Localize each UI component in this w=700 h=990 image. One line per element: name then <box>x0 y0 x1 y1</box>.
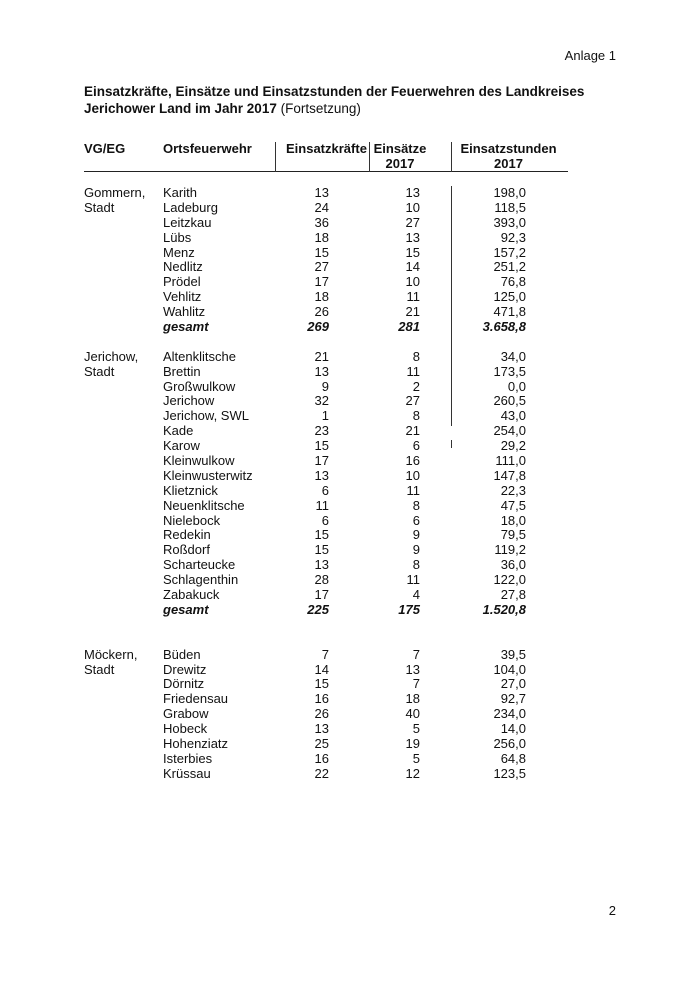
einsatzstunden-cell: 27,8 <box>500 587 526 603</box>
einsatzstunden-cell: 92,3 <box>500 229 526 245</box>
group-name: Stadt <box>84 661 115 677</box>
einsatzstunden-cell: 251,2 <box>493 259 526 275</box>
table-row <box>0 454 700 469</box>
table-row <box>0 528 700 543</box>
annex-label: Anlage 1 <box>564 48 616 63</box>
einsaetze-cell: 12 <box>405 765 420 781</box>
einsaetze-cell: 11 <box>406 363 420 379</box>
ortsfeuerwehr-cell: Prödel <box>163 274 201 290</box>
group-name: Jerichow, <box>84 348 139 364</box>
ortsfeuerwehr-cell: Büden <box>163 646 201 662</box>
ortsfeuerwehr-cell: Wahlitz <box>163 304 206 320</box>
ortsfeuerwehr-cell: Jerichow, SWL <box>163 408 249 424</box>
einsaetze-cell: 5 <box>412 750 420 766</box>
einsaetze-cell: 6 <box>412 512 420 528</box>
ortsfeuerwehr-cell: Altenklitsche <box>163 348 236 364</box>
einsaetze-cell: 9 <box>412 542 420 558</box>
ortsfeuerwehr-cell: Schlagenthin <box>163 572 239 588</box>
einsatzstunden-cell: 79,5 <box>500 527 526 543</box>
einsatzstunden-cell: 39,5 <box>500 646 526 662</box>
einsaetze-cell: 13 <box>405 661 420 677</box>
table-row <box>0 499 700 514</box>
table-row <box>0 305 700 320</box>
einsatzstunden-cell: 260,5 <box>493 393 526 409</box>
column-divider <box>275 142 276 172</box>
table-row <box>0 439 700 454</box>
total-einsatzkraefte: 269 <box>307 319 329 335</box>
einsaetze-cell: 6 <box>412 438 420 454</box>
einsaetze-cell: 11 <box>406 289 420 305</box>
einsatzstunden-cell: 92,7 <box>500 691 526 707</box>
einsaetze-cell: 8 <box>412 557 420 573</box>
einsatzkraefte-cell: 13 <box>314 185 329 200</box>
row-spacer <box>0 335 700 350</box>
table-row <box>0 365 700 380</box>
einsatzstunden-cell: 111,0 <box>495 453 526 469</box>
ortsfeuerwehr-cell: Dörnitz <box>163 676 205 692</box>
einsatzkraefte-cell: 15 <box>314 676 329 692</box>
header-vg: VG/EG <box>84 141 126 156</box>
einsatzkraefte-cell: 11 <box>315 497 329 513</box>
einsaetze-cell: 18 <box>405 691 420 707</box>
title-bold: Einsatzkräfte, Einsätze und Einsatzstunden der Feuerwehren des Landkreises Jerichower Land im Jahr 2017 <box>84 84 585 116</box>
ortsfeuerwehr-cell: Hobeck <box>163 721 208 737</box>
einsatzstunden-cell: 125,0 <box>493 289 526 305</box>
total-row <box>0 603 700 618</box>
einsatzkraefte-cell: 15 <box>314 527 329 543</box>
einsatzstunden-cell: 234,0 <box>493 706 526 722</box>
total-row <box>0 320 700 335</box>
table-row <box>0 692 700 707</box>
table-row <box>0 767 700 782</box>
einsaetze-cell: 2 <box>412 378 420 394</box>
table-row <box>0 752 700 767</box>
einsaetze-cell: 8 <box>412 348 420 364</box>
einsatzkraefte-cell: 17 <box>314 274 329 290</box>
einsatzkraefte-cell: 23 <box>314 423 329 439</box>
total-einsatzstunden: 3.658,8 <box>482 319 526 335</box>
header-einsatzstunden: Einsatzstunden 2017 <box>460 141 557 171</box>
ortsfeuerwehr-cell: Neuenklitsche <box>163 497 245 513</box>
einsatzkraefte-cell: 6 <box>321 482 329 498</box>
einsaetze-cell: 11 <box>406 482 420 498</box>
einsatzkraefte-cell: 22 <box>314 765 329 781</box>
einsatzkraefte-cell: 6 <box>321 512 329 528</box>
ortsfeuerwehr-cell: Friedensau <box>163 691 229 707</box>
column-divider <box>451 142 452 172</box>
einsaetze-cell: 4 <box>412 587 420 603</box>
einsatzstunden-cell: 34,0 <box>500 348 526 364</box>
einsatzkraefte-cell: 18 <box>314 289 329 305</box>
total-einsatzstunden: 1.520,8 <box>482 601 526 617</box>
table-row <box>0 573 700 588</box>
einsatzstunden-cell: 18,0 <box>500 512 526 528</box>
einsatzkraefte-cell: 15 <box>314 542 329 558</box>
einsatzkraefte-cell: 15 <box>314 244 329 260</box>
ortsfeuerwehr-cell: Roßdorf <box>163 542 210 558</box>
table-row <box>0 737 700 752</box>
einsaetze-cell: 14 <box>405 259 420 275</box>
table-row <box>0 648 700 663</box>
einsatzstunden-cell: 393,0 <box>493 214 526 230</box>
einsaetze-cell: 5 <box>412 721 420 737</box>
row-spacer <box>0 618 700 633</box>
einsatzkraefte-cell: 21 <box>314 348 329 364</box>
einsatzkraefte-cell: 13 <box>314 363 329 379</box>
ortsfeuerwehr-cell: Nielebock <box>163 512 221 528</box>
page-number: 2 <box>608 903 616 918</box>
einsatzstunden-cell: 123,5 <box>493 765 526 781</box>
einsatzstunden-cell: 119,2 <box>494 542 526 558</box>
header-ortsfeuerwehr: Ortsfeuerwehr <box>163 141 252 156</box>
einsatzkraefte-cell: 13 <box>314 467 329 483</box>
einsaetze-cell: 10 <box>405 467 420 483</box>
einsaetze-cell: 10 <box>405 199 420 215</box>
group-name: Möckern, <box>84 646 138 662</box>
header-einsaetze: Einsätze 2017 <box>373 141 427 171</box>
ortsfeuerwehr-cell: Zabakuck <box>163 587 220 603</box>
einsatzkraefte-cell: 26 <box>314 706 329 722</box>
einsatzkraefte-cell: 7 <box>321 646 329 662</box>
einsatzstunden-cell: 254,0 <box>493 423 526 439</box>
einsatzkraefte-cell: 24 <box>314 199 329 215</box>
einsaetze-cell: 40 <box>405 706 420 722</box>
einsatzkraefte-cell: 16 <box>314 750 329 766</box>
header-einsatzkraefte: Einsatzkräfte <box>286 141 367 156</box>
total-einsaetze: 175 <box>398 601 420 617</box>
ortsfeuerwehr-cell: Redekin <box>163 527 211 543</box>
ortsfeuerwehr-cell: Karow <box>163 438 200 454</box>
einsatzkraefte-cell: 17 <box>314 587 329 603</box>
table-row <box>0 201 700 216</box>
einsatzstunden-cell: 0,0 <box>507 378 526 394</box>
einsaetze-cell: 9 <box>412 527 420 543</box>
ortsfeuerwehr-cell: Jerichow <box>163 393 215 409</box>
table-row <box>0 543 700 558</box>
einsatzkraefte-cell: 36 <box>314 214 329 230</box>
einsatzkraefte-cell: 14 <box>314 661 329 677</box>
einsatzstunden-cell: 47,5 <box>500 497 526 513</box>
ortsfeuerwehr-cell: Grabow <box>163 706 209 722</box>
ortsfeuerwehr-cell: Leitzkau <box>163 214 212 230</box>
einsatzkraefte-cell: 16 <box>314 691 329 707</box>
einsatzkraefte-cell: 17 <box>314 453 329 469</box>
einsaetze-cell: 13 <box>405 229 420 245</box>
einsatzstunden-cell: 147,8 <box>493 467 526 483</box>
einsatzstunden-cell: 122,0 <box>493 572 526 588</box>
header-rule <box>84 171 568 172</box>
ortsfeuerwehr-cell: Ladeburg <box>163 199 218 215</box>
ortsfeuerwehr-cell: Großwulkow <box>163 378 236 394</box>
einsatzstunden-cell: 256,0 <box>493 735 526 751</box>
einsatzstunden-cell: 43,0 <box>500 408 526 424</box>
document-title <box>84 83 604 117</box>
group-name: Gommern, <box>84 185 146 200</box>
table-row <box>0 275 700 290</box>
einsaetze-cell: 21 <box>405 304 420 320</box>
ortsfeuerwehr-cell: Hohenziatz <box>163 735 229 751</box>
einsatzkraefte-cell: 27 <box>314 259 329 275</box>
table-row <box>0 484 700 499</box>
einsatzkraefte-cell: 26 <box>314 304 329 320</box>
group-name: Stadt <box>84 199 115 215</box>
ortsfeuerwehr-cell: Krüssau <box>163 765 211 781</box>
einsaetze-cell: 8 <box>412 497 420 513</box>
einsatzstunden-cell: 118,5 <box>494 199 526 215</box>
row-spacer <box>0 633 700 648</box>
ortsfeuerwehr-cell: Klietznick <box>163 482 218 498</box>
table-row <box>0 469 700 484</box>
einsatzstunden-cell: 22,3 <box>500 482 526 498</box>
ortsfeuerwehr-cell: Lübs <box>163 229 192 245</box>
ortsfeuerwehr-cell: Menz <box>163 244 195 260</box>
ortsfeuerwehr-cell: Karith <box>163 185 197 200</box>
einsaetze-cell: 27 <box>405 393 420 409</box>
ortsfeuerwehr-cell: Kade <box>163 423 194 439</box>
einsatzstunden-cell: 27,0 <box>500 676 526 692</box>
ortsfeuerwehr-cell: Nedlitz <box>163 259 203 275</box>
einsatzkraefte-cell: 25 <box>314 735 329 751</box>
table-row <box>0 424 700 439</box>
table-row <box>0 290 700 305</box>
ortsfeuerwehr-cell: Isterbies <box>163 750 213 766</box>
table-row <box>0 216 700 231</box>
data-table <box>0 186 700 782</box>
table-row <box>0 260 700 275</box>
einsatzstunden-cell: 471,8 <box>493 304 526 320</box>
ortsfeuerwehr-cell: Vehlitz <box>163 289 202 305</box>
einsaetze-cell: 7 <box>412 646 420 662</box>
ortsfeuerwehr-cell: Brettin <box>163 363 201 379</box>
total-label: gesamt <box>163 319 209 335</box>
einsatzstunden-cell: 14,0 <box>500 721 526 737</box>
einsaetze-cell: 13 <box>405 185 420 200</box>
table-row <box>0 409 700 424</box>
einsatzstunden-cell: 157,2 <box>493 244 526 260</box>
table-row <box>0 663 700 678</box>
einsaetze-cell: 11 <box>406 572 420 588</box>
table-row <box>0 588 700 603</box>
einsatzkraefte-cell: 9 <box>321 378 329 394</box>
einsaetze-cell: 8 <box>412 408 420 424</box>
ortsfeuerwehr-cell: Scharteucke <box>163 557 236 573</box>
einsatzstunden-cell: 104,0 <box>493 661 526 677</box>
einsatzstunden-cell: 64,8 <box>500 750 526 766</box>
table-row <box>0 246 700 261</box>
einsaetze-cell: 10 <box>405 274 420 290</box>
table-row <box>0 231 700 246</box>
einsaetze-cell: 19 <box>405 735 420 751</box>
title-suffix: (Fortsetzung) <box>276 101 361 116</box>
einsatzstunden-cell: 173,5 <box>493 363 526 379</box>
table-row <box>0 186 700 201</box>
table-row <box>0 514 700 529</box>
table-row <box>0 677 700 692</box>
table-row <box>0 707 700 722</box>
einsaetze-cell: 16 <box>405 453 420 469</box>
total-label: gesamt <box>163 601 209 617</box>
total-einsaetze: 281 <box>398 319 420 335</box>
einsatzkraefte-cell: 18 <box>314 229 329 245</box>
group-name: Stadt <box>84 363 115 379</box>
einsatzkraefte-cell: 13 <box>314 557 329 573</box>
einsatzkraefte-cell: 15 <box>314 438 329 454</box>
einsatzkraefte-cell: 28 <box>314 572 329 588</box>
einsatzkraefte-cell: 32 <box>314 393 329 409</box>
ortsfeuerwehr-cell: Drewitz <box>163 661 207 677</box>
table-row <box>0 722 700 737</box>
table-row <box>0 558 700 573</box>
einsatzstunden-cell: 76,8 <box>500 274 526 290</box>
einsatzkraefte-cell: 1 <box>321 408 329 424</box>
einsaetze-cell: 21 <box>405 423 420 439</box>
einsatzstunden-cell: 198,0 <box>493 185 526 200</box>
table-row <box>0 394 700 409</box>
table-row <box>0 350 700 365</box>
ortsfeuerwehr-cell: Kleinwusterwitz <box>163 467 253 483</box>
table-row <box>0 380 700 395</box>
total-einsatzkraefte: 225 <box>307 601 329 617</box>
einsaetze-cell: 7 <box>412 676 420 692</box>
einsatzstunden-cell: 36,0 <box>500 557 526 573</box>
einsaetze-cell: 27 <box>405 214 420 230</box>
einsaetze-cell: 15 <box>405 244 420 260</box>
einsatzstunden-cell: 29,2 <box>500 438 526 454</box>
einsatzkraefte-cell: 13 <box>314 721 329 737</box>
ortsfeuerwehr-cell: Kleinwulkow <box>163 453 235 469</box>
column-divider <box>369 142 370 172</box>
